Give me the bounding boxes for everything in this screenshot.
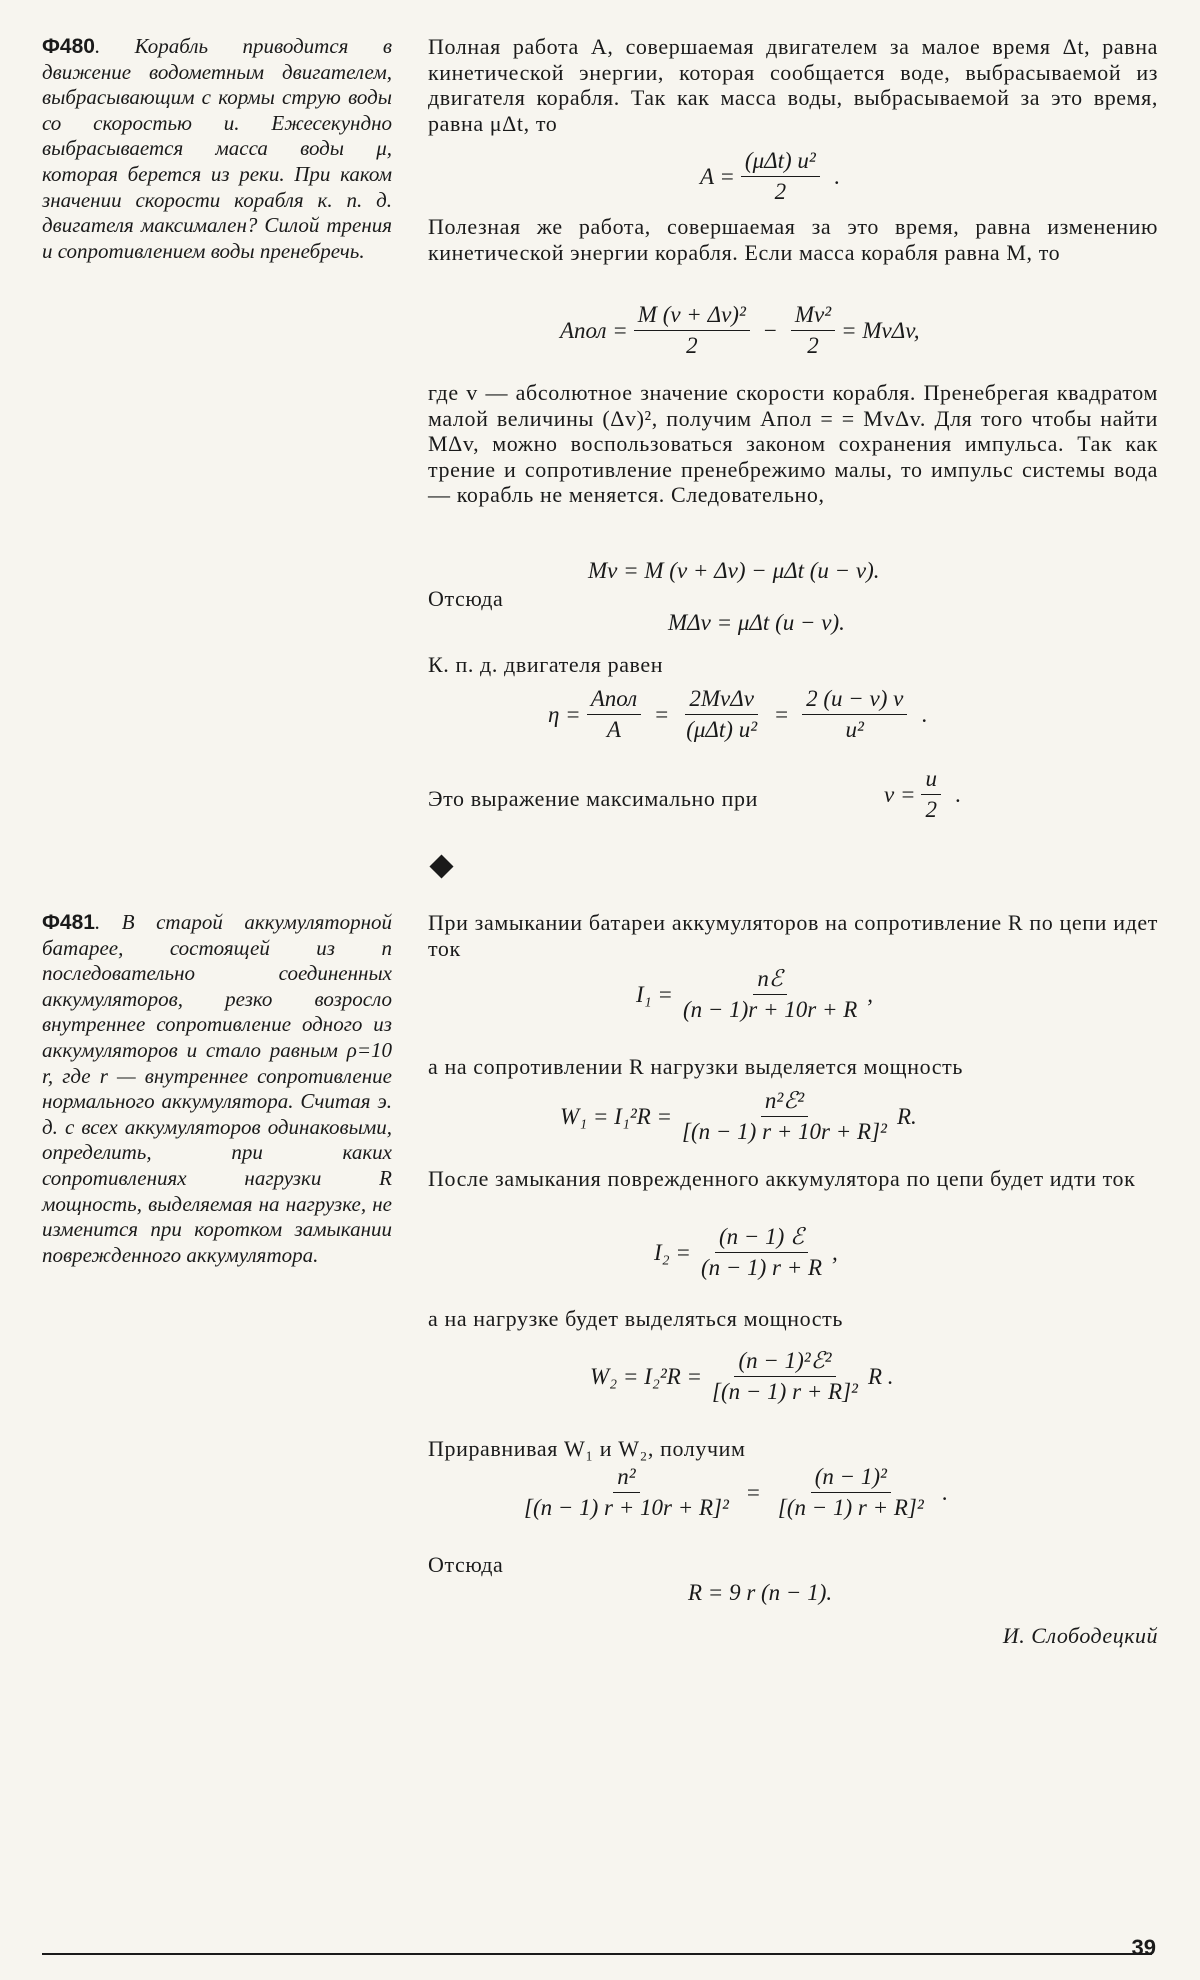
fraction [708, 1348, 862, 1405]
fraction [791, 302, 835, 359]
denominator: [(n − 1) r + 10r + R]² [682, 1119, 887, 1144]
eq-lhs: W₂ = I₂²R = [590, 1363, 703, 1389]
solution-480-p1: Полная работа A, совершаемая двигателем за малое время Δt, равна кинетической энергии, которая сообщается воде, выбрасываемой из двигателя корабля. Так как масса воды, выбрасываемой за это время, равна μΔt, то [428, 34, 1158, 136]
solution-480-p2: Полезная же работа, совершаемая за это время, равна изменению кинетической энергии корабля. Если масса корабля равна M, то [428, 214, 1158, 265]
period: . [954, 781, 961, 807]
denominator: [(n − 1) r + R]² [777, 1495, 924, 1520]
equation-useful-work [560, 302, 919, 359]
equation-power-1 [560, 1088, 917, 1145]
fraction [921, 766, 941, 823]
denominator: 2 [686, 333, 698, 358]
period: . [833, 163, 840, 189]
eq-lhs: I₁ = [636, 981, 673, 1007]
denominator: (n − 1) r + R [700, 1255, 823, 1280]
numerator: (n − 1)²ℰ² [734, 1348, 835, 1377]
solution-481-p2: а на сопротивлении R нагрузки выделяется мощность [428, 1054, 963, 1079]
equation-momentum: Mv = M (v + Δv) − μΔt (u − v). [588, 558, 880, 583]
denominator: 2 [774, 179, 787, 204]
fraction [520, 1464, 733, 1521]
problem-481-text: . В старой аккумуляторной батарее, состоящей из n последовательно соединенных аккумуляторов, резко возросло внутреннее сопротивление одного из аккумуляторов и стало равным ρ=10 r, где r — внутреннее сопротивление нормального аккумулятора. Считая э. д. с всех аккумуляторов одинаковыми, определить, при каких сопротивлениях нагрузки R мощность, выделяемая на нагрузке, не изменится при коротком замыкании поврежденного аккумулятора. [42, 910, 392, 1267]
fraction [741, 148, 820, 205]
section-diamond-icon [429, 854, 453, 878]
eq-lhs: A = [700, 163, 735, 189]
denominator: [(n − 1) r + 10r + R]² [524, 1495, 729, 1520]
solution-480-p4: К. п. д. двигателя равен [428, 652, 664, 677]
problem-480-text: . Корабль приводится в движение водометным двигателем, выбрасывающим с кормы струю воды со скоростью u. Ежесекундно выбрасывается масса воды μ, которая берется из реки. При каком значении скорости корабля к. п. д. двигателя максимален? Силой трения и сопротивлением воды пренебречь. [42, 34, 392, 263]
author-signature: И. Слободецкий [1002, 1623, 1158, 1648]
problem-480 [42, 34, 392, 264]
eq-lhs: I₂ = [654, 1239, 691, 1265]
eq-lhs: W₁ = I₁²R = [560, 1103, 673, 1129]
solution-481-p1: При замыкании батареи аккумуляторов на сопротивление R по цепи идет ток [428, 910, 1158, 961]
equation-equate [514, 1464, 956, 1521]
fraction [774, 1464, 928, 1521]
equals-sign: = [775, 701, 789, 727]
equals-sign: = [746, 1479, 760, 1505]
numerator: (μΔt) u² [741, 148, 820, 177]
problem-480-number: Ф480 [42, 35, 95, 58]
solution-480-otsyuda: Отсюда [428, 586, 504, 611]
fraction [802, 686, 907, 743]
denominator: [(n − 1) r + R]² [712, 1379, 858, 1404]
eq-lhs: v = [884, 781, 916, 807]
comma: , [832, 1239, 838, 1265]
eq-lhs: η = [548, 701, 581, 727]
denominator: u² [845, 717, 864, 742]
numerator: n²ℰ² [761, 1088, 808, 1117]
denominator: 2 [807, 333, 819, 358]
denominator: (n − 1)r + 10r + R [682, 997, 858, 1022]
numerator: Aпол [587, 686, 642, 715]
fraction [678, 1088, 891, 1145]
equation-current-1 [636, 966, 873, 1023]
fraction [682, 686, 761, 743]
problem-481-number: Ф481 [42, 911, 95, 934]
fraction [634, 302, 750, 359]
equation-optimal-speed [884, 766, 969, 823]
numerator: 2 (u − v) v [802, 686, 907, 715]
numerator: n² [613, 1464, 639, 1493]
numerator: 2MvΔv [685, 686, 758, 715]
eq-lhs: Aпол = [560, 317, 628, 343]
problem-481 [42, 910, 392, 1268]
denominator: (μΔt) u² [686, 717, 758, 742]
solution-481-otsyuda: Отсюда [428, 1552, 504, 1577]
numerator: nℰ [753, 966, 786, 995]
equation-result: R = 9 r (n − 1). [688, 1580, 833, 1605]
equation-mdv: MΔv = μΔt (u − v). [668, 610, 845, 635]
equation-power-2 [590, 1348, 894, 1405]
eq-tail: R . [867, 1363, 894, 1389]
eq-tail: R. [896, 1103, 917, 1129]
period: . [921, 701, 928, 727]
solution-481-p4: а на нагрузке будет выделяться мощность [428, 1306, 843, 1331]
numerator: Mv² [791, 302, 835, 331]
solution-481-p5: Приравнивая W₁ и W₂, получим [428, 1436, 746, 1461]
equation-work [700, 148, 848, 205]
minus-sign: − [763, 317, 777, 343]
fraction [697, 1224, 826, 1281]
fraction [587, 686, 642, 743]
numerator: M (v + Δv)² [634, 302, 750, 331]
fraction [679, 966, 861, 1023]
numerator: (n − 1)² [811, 1464, 891, 1493]
denominator: 2 [925, 797, 937, 822]
page-number: 39 [1131, 1935, 1156, 1960]
eq-rhs: = MvΔv, [841, 317, 920, 343]
numerator: u [921, 766, 941, 795]
footer-rule [42, 1953, 1152, 1955]
denominator: A [606, 717, 621, 742]
comma: , [867, 981, 874, 1007]
solution-480-p5: Это выражение максимально при [428, 786, 758, 811]
solution-480-p3: где v — абсолютное значение скорости корабля. Пренебрегая квадратом малой величины (Δv)², получим Aпол = = MvΔv. Для того чтобы найти MΔv, можно воспользоваться законом сохранения импульса. Так как трение и сопротивление пренебрежимо малы, то импульс системы вода — корабль не меняется. Следовательно, [428, 380, 1158, 508]
equation-efficiency [548, 686, 935, 743]
solution-481-p3: После замыкания поврежденного аккумулятора по цепи будет идти ток [428, 1166, 1136, 1191]
period: . [941, 1479, 948, 1505]
equals-sign: = [655, 701, 669, 727]
equation-current-2 [654, 1224, 838, 1281]
numerator: (n − 1) ℰ [715, 1224, 808, 1253]
